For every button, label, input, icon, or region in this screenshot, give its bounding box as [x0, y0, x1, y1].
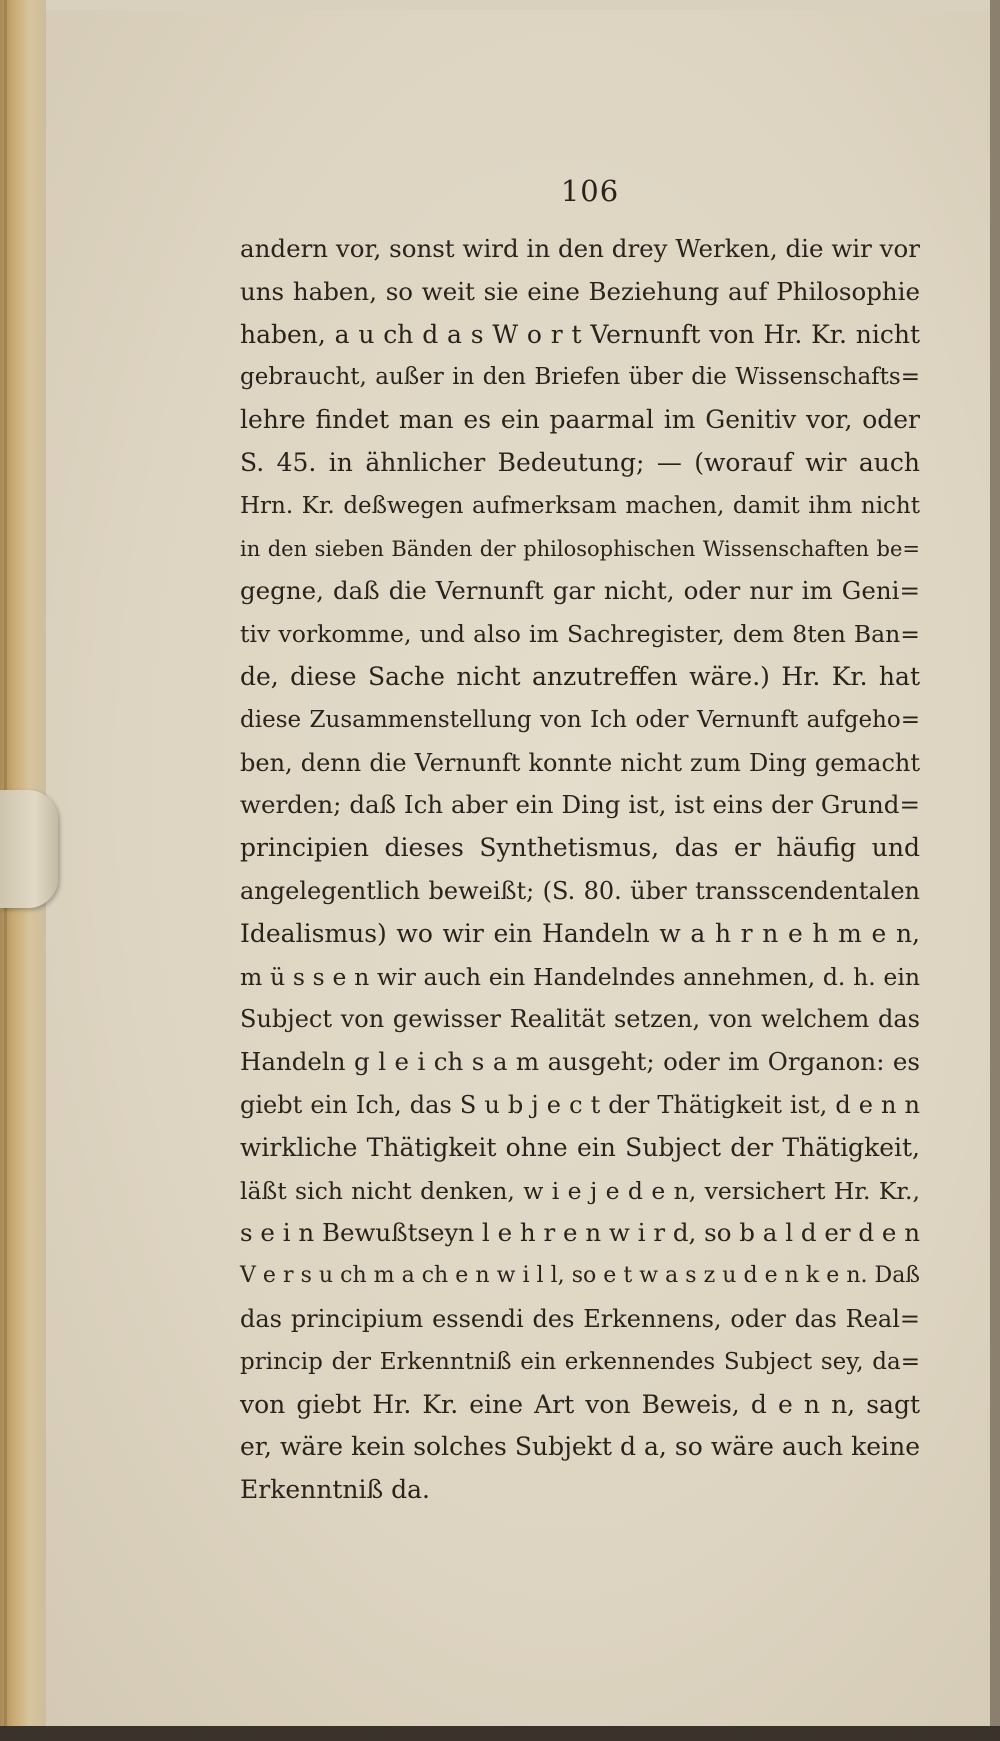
text-line: S. 45. in ähnlicher Bedeutung; — (worauf wir auch [240, 447, 920, 477]
text-line: princip der Erkenntniß ein erkennendes Subject sey, da= [240, 1348, 920, 1375]
text-line: gegne, daß die Vernunft gar nicht, oder nur im Geni= [240, 576, 920, 606]
text-line: in den sieben Bänden der philosophischen Wissenschaften be= [240, 536, 920, 561]
text-line: diese Zusammenstellung von Ich oder Vernunft aufgeho= [240, 706, 920, 733]
text-line: tiv vorkomme, und also im Sachregister, dem 8ten Ban= [240, 620, 920, 649]
text-line: V e r s u ch m a ch e n w i l l, so e t w a s z u d e n k e n. Daß [240, 1263, 920, 1289]
text-line: ben, denn die Vernunft konnte nicht zum Ding gemacht [240, 748, 920, 777]
text-line: uns haben, so weit sie eine Beziehung auf Philosophie [240, 276, 920, 306]
page-clip [0, 790, 58, 908]
text-line: andern vor, sonst wird in den drey Werken, die wir vor [240, 234, 920, 263]
text-line: s e i n Bewußtseyn l e h r e n w i r d, so b a l d er d e n [240, 1218, 920, 1248]
text-line: von giebt Hr. Kr. eine Art von Beweis, d e n n, sagt [240, 1389, 920, 1419]
text-line: Handeln g l e i ch s a m ausgeht; oder im Organon: es [240, 1047, 920, 1077]
text-line: Erkenntniß da. [240, 1475, 430, 1505]
text-line: werden; daß Ich aber ein Ding ist, ist eins der Grund= [240, 790, 920, 820]
scan-bottom-edge [0, 1726, 1000, 1741]
text-line: de, diese Sache nicht anzutreffen wäre.) Hr. Kr. hat [240, 661, 920, 691]
text-line: haben, a u ch d a s W o r t Vernunft von Hr. Kr. nicht [240, 319, 920, 349]
text-line: das principium essendi des Erkennens, oder das Real= [240, 1304, 920, 1333]
text-line: Hrn. Kr. deßwegen aufmerksam machen, damit ihm nicht [240, 492, 920, 519]
page-number: 106 [560, 174, 620, 208]
page-body-text [240, 228, 920, 1512]
text-line: läßt sich nicht denken, w i e j e d e n, versichert Hr. Kr., [240, 1176, 920, 1205]
text-line: gebraucht, außer in den Briefen über die Wissenschafts= [240, 364, 920, 391]
scan-right-edge [990, 0, 1000, 1741]
text-line: lehre findet man es ein paarmal im Genitiv vor, oder [240, 405, 920, 435]
text-line: Idealismus) wo wir ein Handeln w a h r n e h m e n, [240, 918, 920, 948]
text-line: er, wäre kein solches Subjekt d a, so wäre auch keine [240, 1432, 920, 1462]
text-line: giebt ein Ich, das S u b j e c t der Thätigkeit ist, d e n n [240, 1090, 920, 1119]
text-line: wirkliche Thätigkeit ohne ein Subject der Thätigkeit, [240, 1132, 920, 1162]
text-line: m ü s s e n wir auch ein Handelndes annehmen, d. h. ein [240, 962, 920, 991]
text-line: Subject von gewisser Realität setzen, von welchem das [240, 1005, 920, 1034]
text-line: principien dieses Synthetismus, das er häufig und [240, 833, 920, 863]
text-line: angelegentlich beweißt; (S. 80. über transscendentalen [240, 876, 920, 905]
